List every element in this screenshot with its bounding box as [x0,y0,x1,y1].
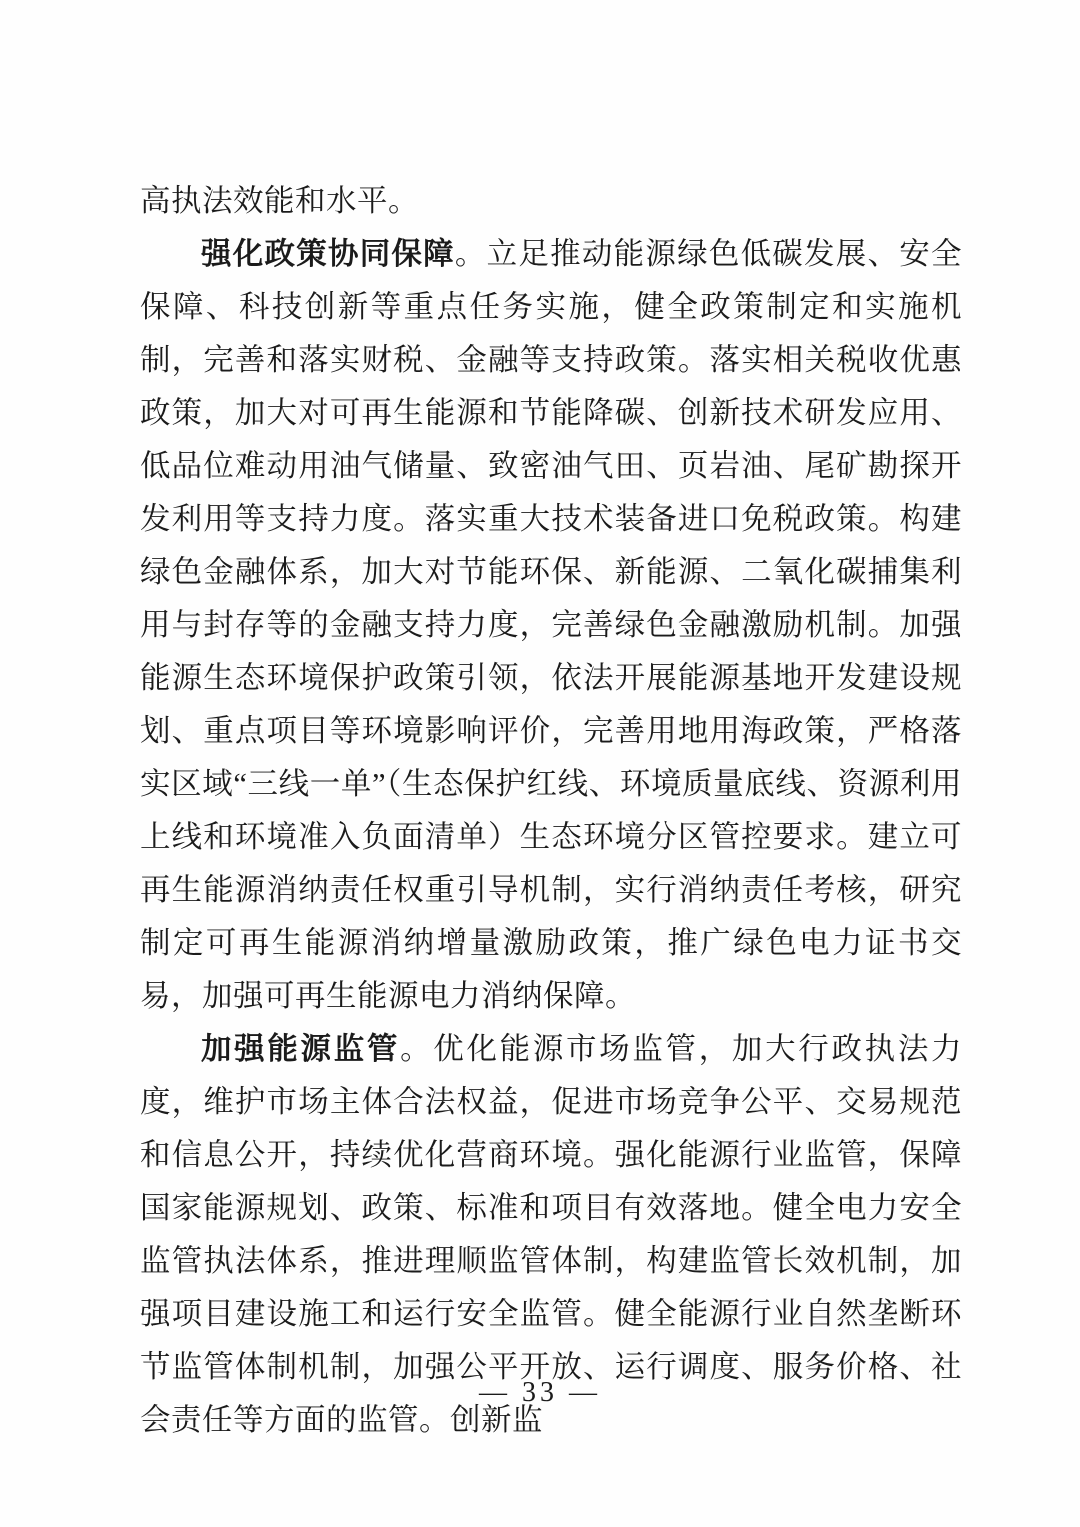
document-body [140,175,962,1447]
paragraph-text: 高执法效能和水平。 [140,184,419,218]
paragraph-text: 。优化能源市场监管，加大行政执法力度，维护市场主体合法权益，促进市场竞争公平、交易规范和信息公开，持续优化营商环境。强化能源行业监管，保障国家能源规划、政策、标准和项目有效落地。健全电力安全监管执法体系，推进理顺监管体制，构建监管长效机制，加强项目建设施工和运行安全监管。健全能源行业自然垄断环节监管体制机制，加强公平开放、运行调度、服务价格、社会责任等方面的监管。创新监 [140,1032,963,1437]
paragraph-text: 。立足推动能源绿色低碳发展、安全保障、科技创新等重点任务实施，健全政策制定和实施机制，完善和落实财税、金融等支持政策。落实相关税收优惠政策，加大对可再生能源和节能降碳、创新技术研发应用、低品位难动用油气储量、致密油气田、页岩油、尾矿勘探开发利用等支持力度。落实重大技术装备进口免税政策。构建绿色金融体系，加大对节能环保、新能源、二氧化碳捕集利用与封存等的金融支持力度，完善绿色金融激励机制。加强能源生态环境保护政策引领，依法开展能源基地开发建设规划、重点项目等环境影响评价，完善用地用海政策，严格落实区域“三线一单”（生态保护红线、环境质量底线、资源利用上线和环境准入负面清单）生态环境分区管控要求。建立可再生能源消纳责任权重引导机制，实行消纳责任考核，研究制定可再生能源消纳增量激励政策，推广绿色电力证书交易，加强可再生能源电力消纳保障。 [140,237,963,1013]
paragraph-continuation [140,175,962,228]
paragraph-lead-label: 加强能源监管 [201,1032,401,1066]
paragraph-policy-coordination [140,228,962,1023]
paragraph-lead-label: 强化政策协同保障 [201,237,455,271]
page-number: — 33 — [479,1377,601,1408]
